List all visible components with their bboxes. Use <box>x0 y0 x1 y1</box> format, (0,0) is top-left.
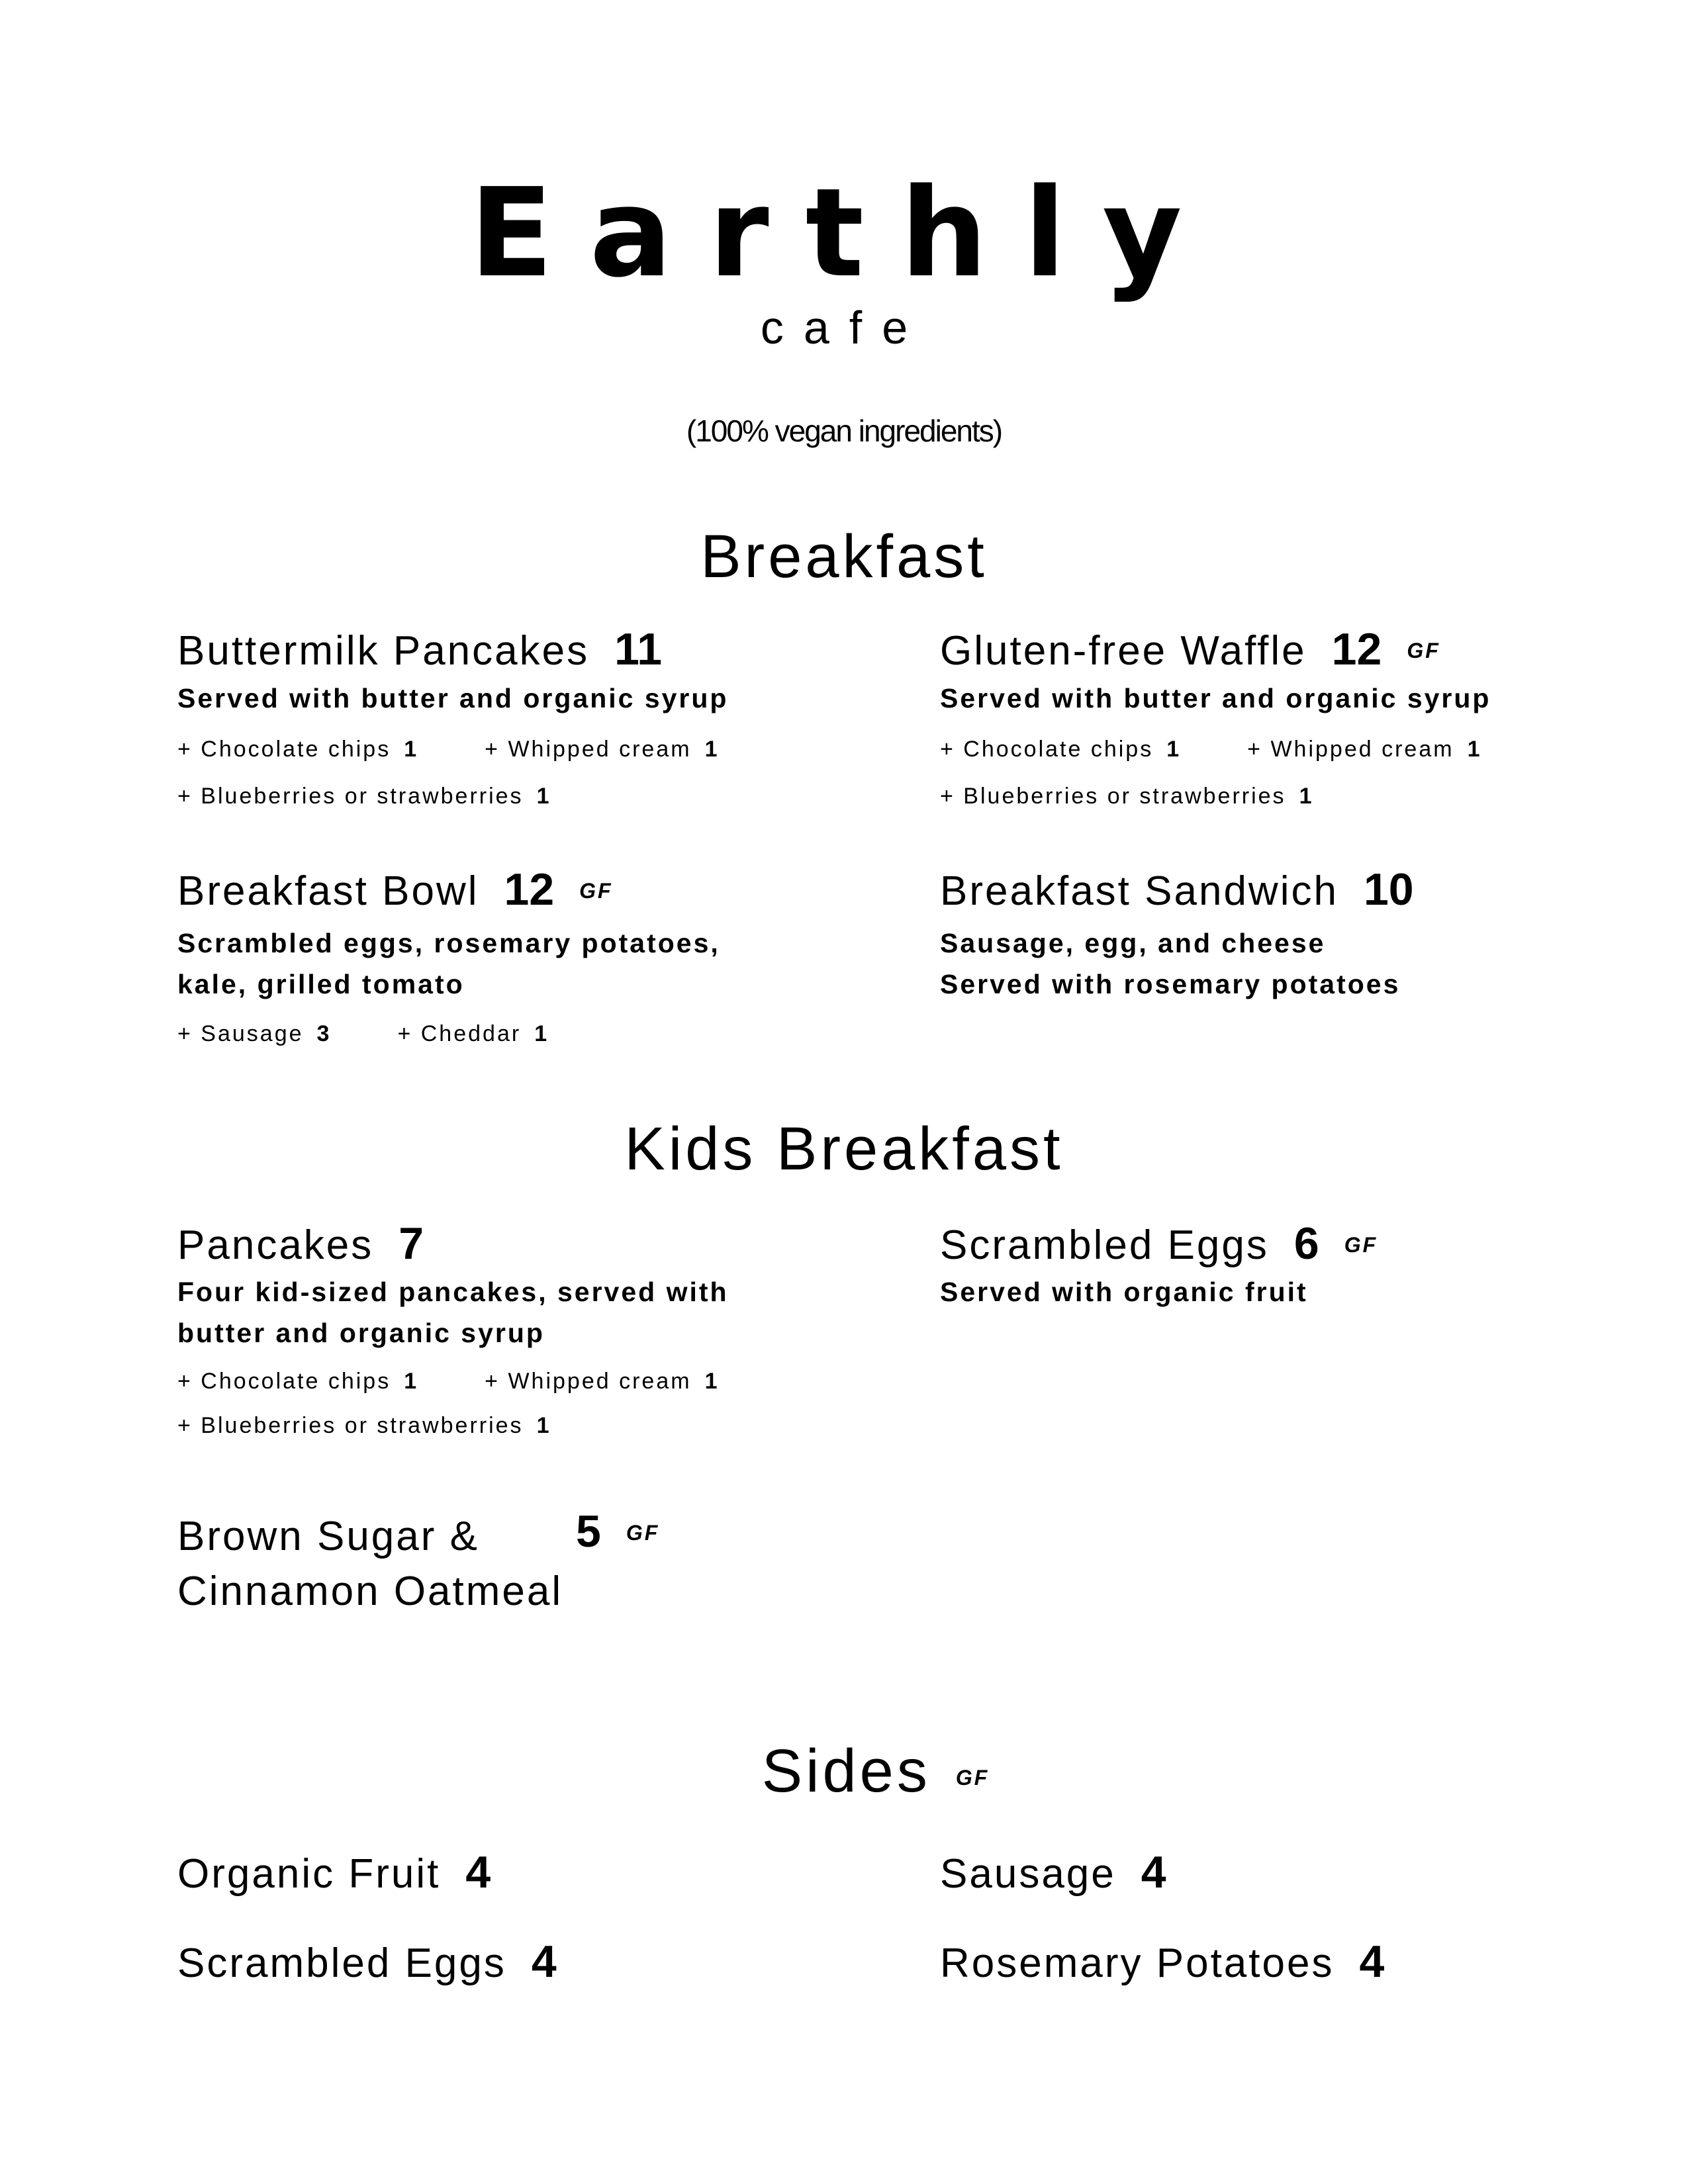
side-item-rosemary-potatoes <box>940 1936 1385 1987</box>
item-description <box>177 1272 729 1353</box>
item-name: Buttermilk Pancakes <box>177 628 590 674</box>
item-price: 6 <box>1293 1218 1319 1269</box>
item-price: 4 <box>531 1936 557 1987</box>
description-line: kale, grilled tomato <box>177 968 465 999</box>
item-price: 5 <box>576 1506 601 1557</box>
item-name: Scrambled Eggs <box>177 1940 506 1986</box>
addon-row <box>940 785 1313 807</box>
addon-price: 1 <box>1299 784 1314 809</box>
item-description: Served with butter and organic syrup <box>177 683 729 713</box>
addon-price: 3 <box>316 1021 332 1046</box>
item-price: 12 <box>1331 624 1382 674</box>
addon-label: + Cheddar <box>397 1021 522 1046</box>
item-price: 4 <box>1359 1936 1385 1987</box>
item-price: 10 <box>1363 864 1414 915</box>
addon-price: 1 <box>536 784 551 809</box>
item-price: 4 <box>1141 1847 1166 1897</box>
menu-item-kids-scrambled-eggs <box>940 1218 1378 1269</box>
tagline: (100% vegan ingredients) <box>686 414 1002 448</box>
item-name: Pancakes <box>177 1222 374 1268</box>
menu-item-breakfast-bowl <box>177 864 613 915</box>
addon-price: 1 <box>404 737 419 762</box>
gf-badge: GF <box>579 879 613 903</box>
addon-row <box>177 785 551 807</box>
addon-row <box>940 738 1481 760</box>
item-description: Served with butter and organic syrup <box>940 683 1491 713</box>
item-price: 12 <box>504 864 555 915</box>
item-price: 11 <box>614 624 663 674</box>
addon-price: 1 <box>1166 737 1182 762</box>
description-line: Sausage, egg, and cheese <box>940 928 1326 958</box>
section-title-breakfast: Breakfast <box>700 523 988 590</box>
gf-badge: GF <box>626 1521 660 1545</box>
item-price: 7 <box>399 1218 424 1269</box>
item-name-line: Cinnamon Oatmeal <box>177 1569 563 1615</box>
brand-subtitle: cafe <box>760 302 928 353</box>
addon-label: + Blueberries or strawberries <box>940 784 1286 809</box>
addon-price: 1 <box>404 1369 419 1394</box>
addon-price: 1 <box>704 737 720 762</box>
item-price: 4 <box>465 1847 491 1897</box>
description-line: Four kid-sized pancakes, served with <box>177 1277 729 1307</box>
description-line: Scrambled eggs, rosemary potatoes, <box>177 928 720 958</box>
addon-label: + Whipped cream <box>485 737 692 762</box>
item-name: Breakfast Sandwich <box>940 868 1338 914</box>
addon-label: + Blueberries or strawberries <box>177 1413 524 1438</box>
item-name: Rosemary Potatoes <box>940 1940 1335 1986</box>
menu-item-breakfast-sandwich <box>940 864 1414 915</box>
menu-item-gluten-free-waffle <box>940 624 1440 674</box>
gf-badge: GF <box>1344 1233 1378 1257</box>
addon-row <box>177 1023 549 1045</box>
gf-badge: GF <box>955 1766 990 1790</box>
side-item-scrambled-eggs <box>177 1936 557 1987</box>
addon-price: 1 <box>704 1369 720 1394</box>
addon-label: + Chocolate chips <box>940 737 1154 762</box>
item-name: Scrambled Eggs <box>940 1222 1269 1268</box>
addon-label: + Whipped cream <box>485 1369 692 1394</box>
addon-row <box>177 738 719 760</box>
gf-badge: GF <box>1407 639 1440 662</box>
section-title-text: Sides <box>761 1737 931 1805</box>
section-title-kids-breakfast: Kids Breakfast <box>624 1115 1064 1183</box>
addon-label: + Blueberries or strawberries <box>177 784 524 809</box>
item-name: Gluten-free Waffle <box>940 628 1307 674</box>
item-description: Served with organic fruit <box>940 1277 1308 1307</box>
section-title-sides <box>0 1737 1688 1805</box>
addon-price: 1 <box>1467 737 1482 762</box>
item-name: Organic Fruit <box>177 1851 441 1897</box>
addon-label: + Chocolate chips <box>177 1369 391 1394</box>
menu-item-buttermilk-pancakes <box>177 624 663 674</box>
addon-row <box>177 1414 551 1437</box>
menu-item-kids-pancakes <box>177 1218 424 1269</box>
addon-row <box>177 1370 719 1392</box>
item-name: Breakfast Bowl <box>177 868 479 914</box>
addon-label: + Sausage <box>177 1021 304 1046</box>
menu-item-oatmeal <box>177 1509 563 1619</box>
item-name-line: Brown Sugar & <box>177 1514 479 1559</box>
addon-price: 1 <box>536 1413 551 1438</box>
side-item-sausage <box>940 1847 1166 1897</box>
item-description <box>940 923 1400 1005</box>
item-name: Sausage <box>940 1851 1116 1897</box>
addon-label: + Chocolate chips <box>177 737 391 762</box>
side-item-organic-fruit <box>177 1847 491 1897</box>
description-line: butter and organic syrup <box>177 1317 545 1348</box>
item-description <box>177 923 720 1005</box>
addon-label: + Whipped cream <box>1247 737 1454 762</box>
addon-price: 1 <box>534 1021 549 1046</box>
brand-name: Earthly <box>469 161 1219 304</box>
oatmeal-price-group <box>576 1506 660 1557</box>
description-line: Served with rosemary potatoes <box>940 968 1401 999</box>
